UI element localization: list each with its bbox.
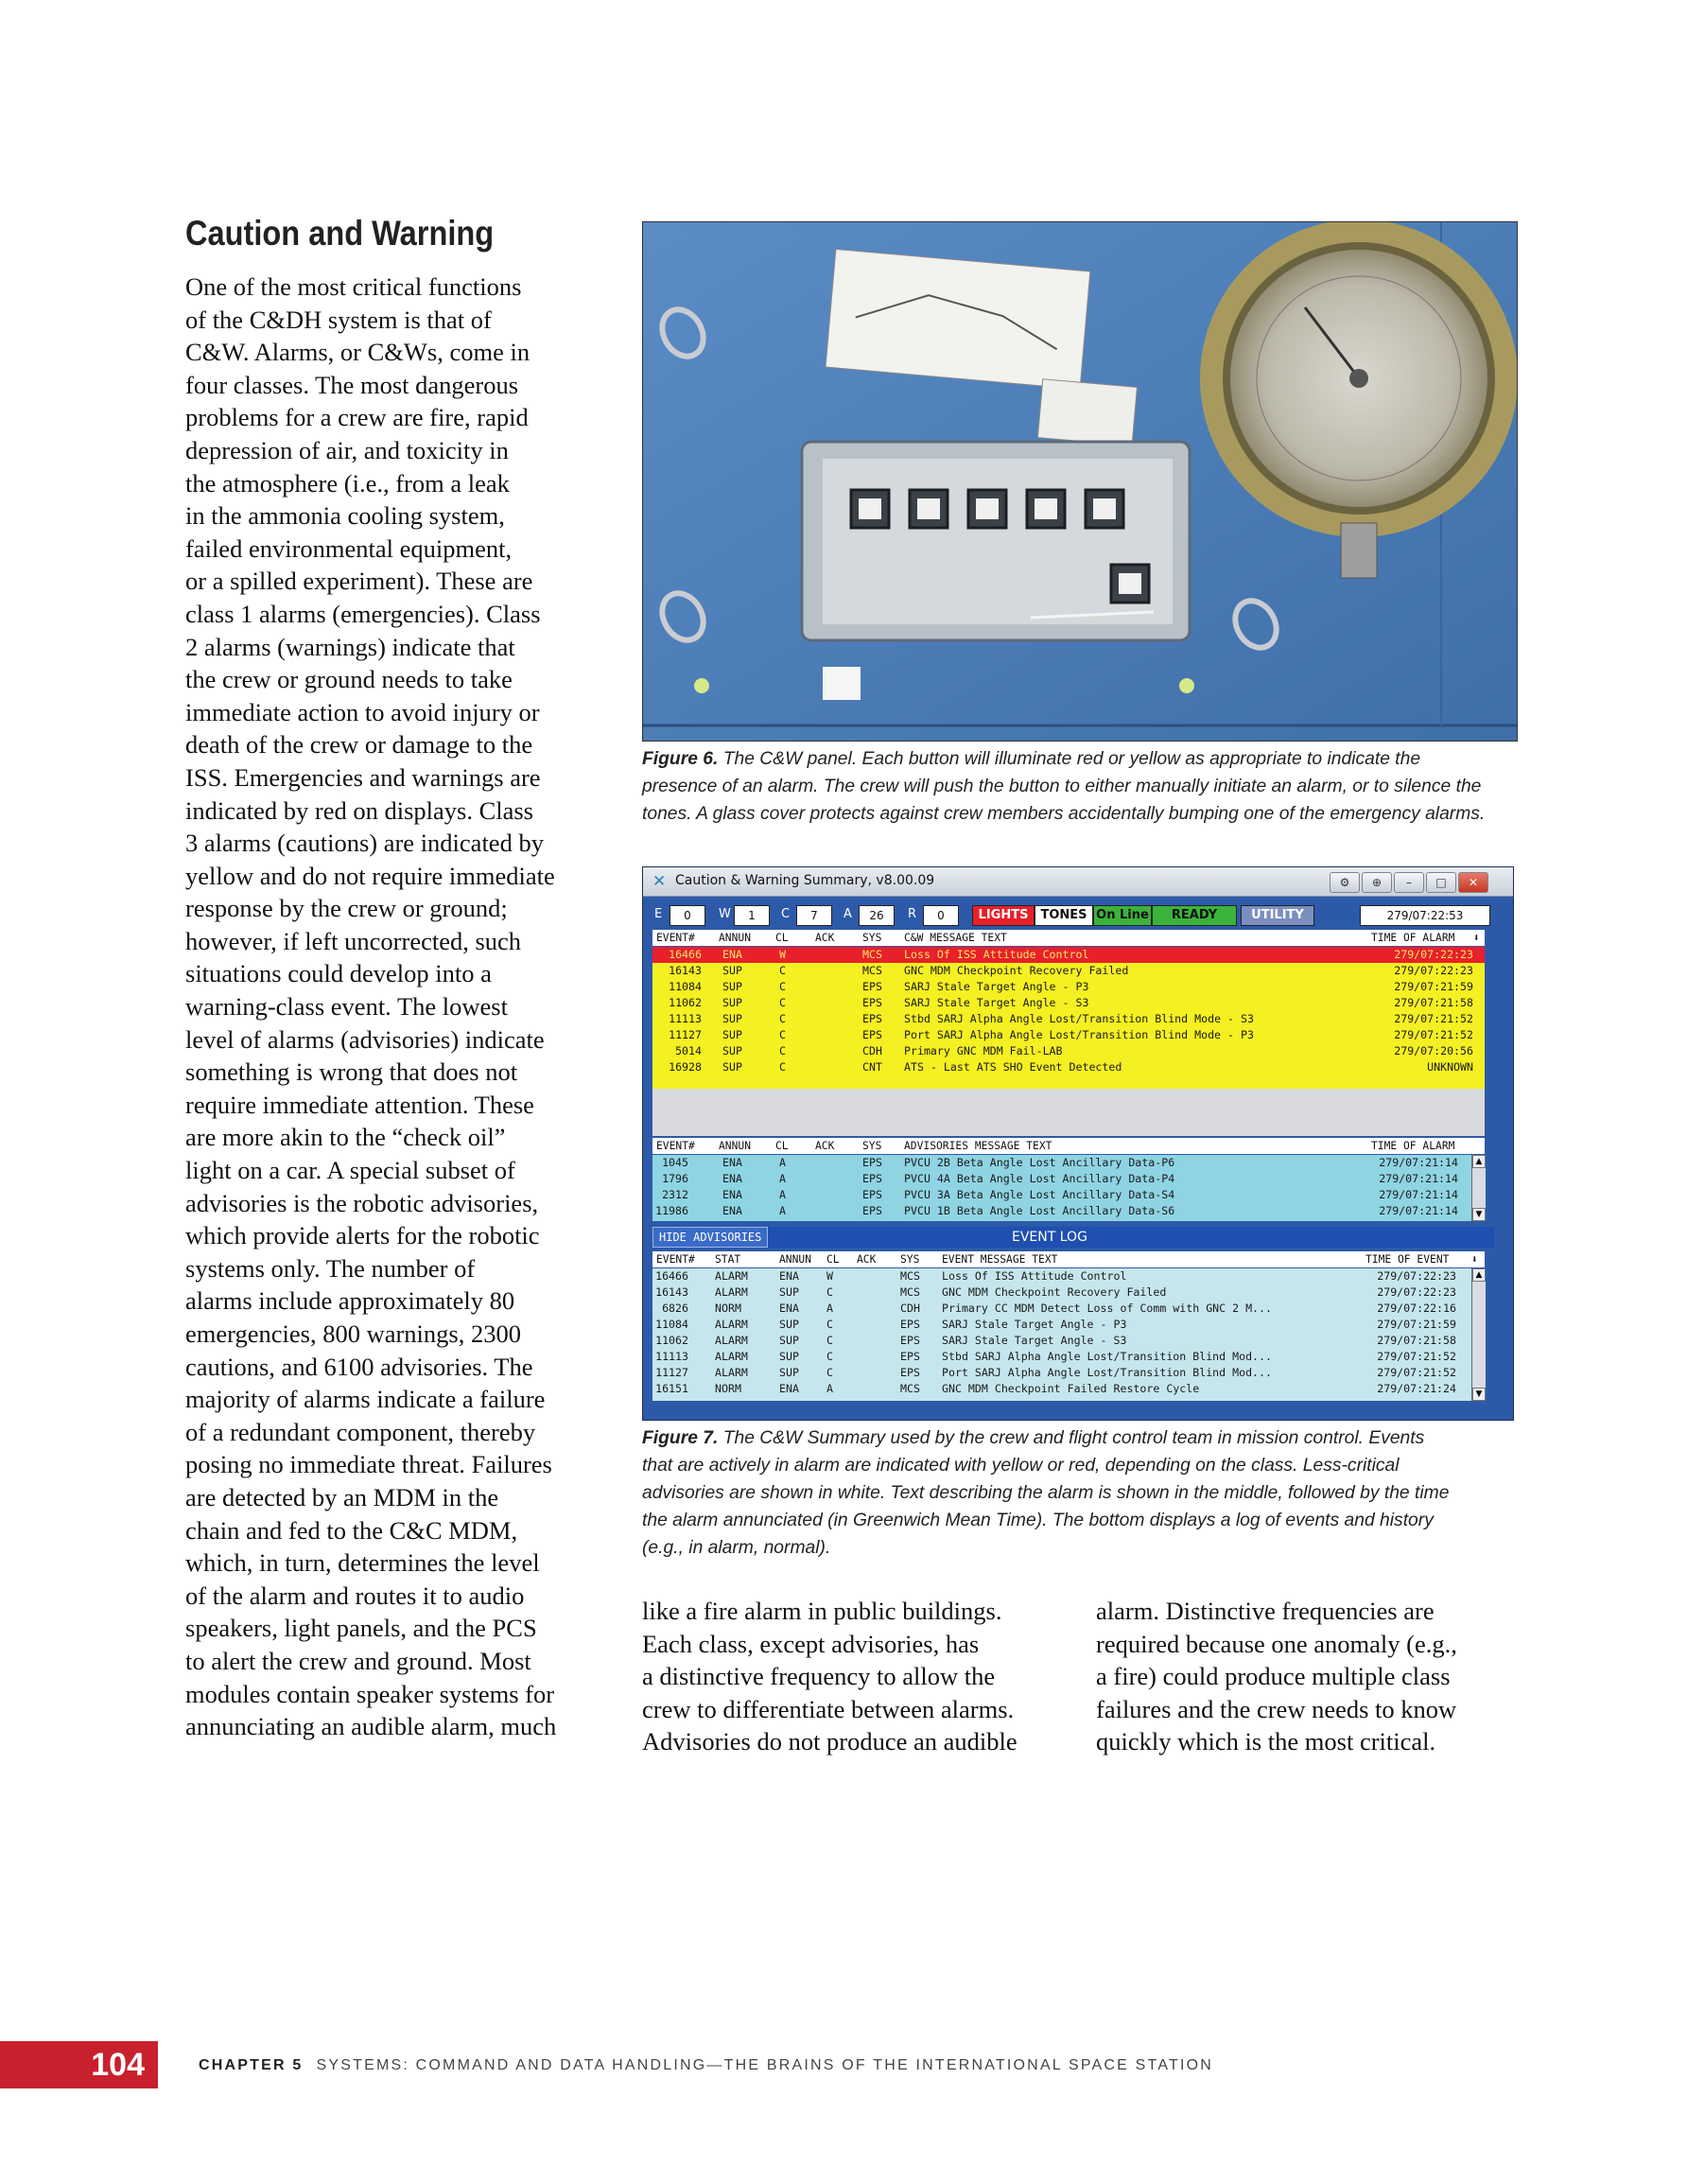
text-line: a distinctive frequency to allow the xyxy=(642,1662,996,1691)
text-line: light on a car. A special subset of xyxy=(185,1156,515,1185)
text-line: to alert the crew and ground. Most xyxy=(185,1646,531,1675)
advisory-row[interactable] xyxy=(652,1187,1471,1203)
cell-sys: MCS xyxy=(862,948,882,961)
log-row[interactable] xyxy=(652,1284,1471,1301)
log-row[interactable] xyxy=(652,1301,1471,1317)
text-line: failures and the crew needs to know xyxy=(1096,1694,1457,1723)
cell-annun: SUP xyxy=(779,1350,799,1363)
cell-sys: EPS xyxy=(900,1318,920,1331)
r-label: R xyxy=(908,907,917,921)
log-table-header: EVENT# STAT ANNUN CL ACK SYS EVENT MESSAGE TEXT TIME OF EVENT ⬇ xyxy=(652,1251,1485,1267)
figure-label: Figure 6. xyxy=(642,749,719,769)
log-scroll-up-icon[interactable]: ▲ xyxy=(1472,1268,1486,1282)
e-label: E xyxy=(654,907,663,921)
alarm-row[interactable] xyxy=(652,995,1485,1011)
cell-stat: NORM xyxy=(715,1382,741,1395)
cell-text: SARJ Stale Target Angle - S3 xyxy=(904,996,1089,1009)
tones-button[interactable]: TONES xyxy=(1035,905,1093,926)
cell-annun: SUP xyxy=(722,1060,742,1074)
cell-event: 16466 xyxy=(669,948,702,961)
cell-time: 279/07:21:14 xyxy=(1379,1156,1458,1169)
cell-text: SARJ Stale Target Angle - P3 xyxy=(942,1318,1127,1331)
caption-line xyxy=(642,1452,1522,1479)
cell-annun: SUP xyxy=(779,1285,799,1299)
alarm-table-header: EVENT# ANNUN CL ACK SYS C&W MESSAGE TEXT TIME OF ALARM ⬇ xyxy=(652,930,1485,946)
cell-text: SARJ Stale Target Angle - S3 xyxy=(942,1334,1127,1347)
text-line: Advisories do not produce an audible xyxy=(642,1727,1017,1756)
text-line: majority of alarms indicate a failure xyxy=(185,1385,546,1414)
text-line: are detected by an MDM in the xyxy=(185,1482,499,1511)
cell-cl: C xyxy=(826,1350,833,1363)
cell-time: 279/07:21:58 xyxy=(1377,1334,1456,1347)
w-count: 1 xyxy=(734,905,770,926)
alarm-row[interactable] xyxy=(652,1059,1485,1075)
caption-text: advisories are shown in white. Text describing the alarm is shown in the middle, followed by the time xyxy=(642,1483,1450,1503)
chapter-title: SYSTEMS: COMMAND AND DATA HANDLING—THE BRAINS OF THE INTERNATIONAL SPACE STATION xyxy=(316,2057,1214,2073)
alarm-row[interactable] xyxy=(652,1027,1485,1043)
minimize-button[interactable]: – xyxy=(1394,872,1424,893)
cell-annun: SUP xyxy=(722,1044,742,1057)
caption-line xyxy=(642,745,1522,773)
text-line: One of the most critical functions xyxy=(185,272,522,301)
cell-time: 279/07:21:59 xyxy=(1394,980,1473,993)
cell-time: 279/07:22:16 xyxy=(1377,1302,1456,1315)
scroll-up-icon[interactable]: ▲ xyxy=(1472,1155,1486,1168)
cell-time: 279/07:21:52 xyxy=(1377,1350,1456,1363)
left-column-text xyxy=(185,271,601,1743)
settings-icon[interactable]: ⚙ xyxy=(1330,872,1360,893)
online-status: On Line xyxy=(1093,905,1152,926)
caption-text: The C&W Summary used by the crew and flight control team in mission control. Events xyxy=(722,1428,1425,1448)
text-line: yellow and do not require immediate xyxy=(185,861,555,890)
a-count: 26 xyxy=(859,905,895,926)
event-log-title: EVENT LOG xyxy=(1012,1230,1087,1245)
cell-text: Primary GNC MDM Fail-LAB xyxy=(904,1044,1063,1057)
cell-event: 5014 xyxy=(675,1044,702,1057)
cell-cl: A xyxy=(779,1204,786,1217)
cell-cl: A xyxy=(826,1382,833,1395)
text-line: annunciating an audible alarm, much xyxy=(185,1712,557,1741)
text-line: emergencies, 800 warnings, 2300 xyxy=(185,1319,521,1348)
cell-event: 16143 xyxy=(669,964,702,977)
text-line: chain and fed to the C&C MDM, xyxy=(185,1515,518,1545)
cell-annun: ENA xyxy=(779,1302,799,1315)
ready-status: READY xyxy=(1152,905,1237,926)
cell-time: 279/07:21:58 xyxy=(1394,996,1473,1009)
text-line: quickly which is the most critical. xyxy=(1096,1727,1436,1756)
cell-sys: EPS xyxy=(900,1334,920,1347)
text-line: 3 alarms (cautions) are indicated by xyxy=(185,829,544,858)
alarm-row[interactable] xyxy=(652,1011,1485,1027)
cell-text: Primary CC MDM Detect Loss of Comm with GNC 2 M... xyxy=(942,1302,1273,1315)
w-label: W xyxy=(719,907,731,921)
caption-line xyxy=(642,800,1522,828)
caption-text: tones. A glass cover protects against crew members accidentally bumping one of the emergency alarms. xyxy=(642,804,1486,824)
text-line: problems for a crew are fire, rapid xyxy=(185,403,529,432)
cell-text: Port SARJ Alpha Angle Lost/Transition Blind Mod... xyxy=(942,1366,1273,1379)
alarm-row[interactable] xyxy=(652,963,1485,979)
event-log-list[interactable] xyxy=(652,1268,1471,1401)
cell-stat: NORM xyxy=(715,1302,741,1315)
lights-button[interactable]: LIGHTS xyxy=(972,905,1035,926)
text-line: C&W. Alarms, or C&Ws, come in xyxy=(185,338,530,367)
advisory-row[interactable] xyxy=(652,1171,1471,1187)
cell-event: 16928 xyxy=(669,1060,702,1074)
alarm-row[interactable] xyxy=(652,947,1485,963)
cell-sys: EPS xyxy=(862,1188,882,1201)
cell-annun: SUP xyxy=(779,1318,799,1331)
cell-annun: SUP xyxy=(722,980,742,993)
cell-annun: ENA xyxy=(779,1382,799,1395)
cell-event: 16151 xyxy=(655,1382,688,1395)
alarm-list-empty-area xyxy=(652,1089,1485,1136)
app-icon: ✕ xyxy=(652,872,667,891)
section-heading: Caution and Warning xyxy=(185,214,495,253)
cell-text: PVCU 4A Beta Angle Lost Ancillary Data-P4 xyxy=(904,1172,1175,1185)
text-line: or a spilled experiment). These are xyxy=(185,567,533,596)
cell-text: Loss Of ISS Attitude Control xyxy=(942,1269,1127,1283)
text-line: required because one anomaly (e.g., xyxy=(1096,1629,1457,1658)
cell-cl: C xyxy=(779,964,786,977)
cell-text: GNC MDM Checkpoint Recovery Failed xyxy=(942,1285,1167,1299)
cell-cl: C xyxy=(779,1044,786,1057)
cell-text: SARJ Stale Target Angle - P3 xyxy=(904,980,1089,993)
caption-line xyxy=(642,1534,1522,1562)
cw-summary-window xyxy=(642,866,1514,1421)
cell-event: 11062 xyxy=(655,1334,688,1347)
cell-annun: ENA xyxy=(722,1188,742,1201)
caption-line xyxy=(642,1424,1522,1452)
cell-text: Port SARJ Alpha Angle Lost/Transition Blind Mode - P3 xyxy=(904,1028,1254,1041)
alarm-row[interactable] xyxy=(652,1043,1485,1059)
text-line: speakers, light panels, and the PCS xyxy=(185,1614,537,1643)
caption-text: (e.g., in alarm, normal). xyxy=(642,1538,831,1558)
text-line: which, in turn, determines the level xyxy=(185,1548,540,1578)
figure-6-caption xyxy=(642,745,1522,828)
log-row[interactable] xyxy=(652,1333,1471,1349)
cell-text: Stbd SARJ Alpha Angle Lost/Transition Blind Mod... xyxy=(942,1350,1273,1363)
cell-sys: EPS xyxy=(862,996,882,1009)
cell-event: 11986 xyxy=(655,1204,688,1217)
log-row[interactable] xyxy=(652,1349,1471,1365)
cell-cl: C xyxy=(779,996,786,1009)
caption-line xyxy=(642,1479,1522,1507)
c-label: C xyxy=(781,907,791,921)
cell-time: 279/07:22:23 xyxy=(1394,948,1473,961)
advisory-scrollbar[interactable] xyxy=(1471,1155,1486,1221)
cell-annun: ENA xyxy=(722,948,742,961)
cell-time: 279/07:21:14 xyxy=(1379,1172,1458,1185)
cell-cl: C xyxy=(779,1012,786,1025)
cell-annun: SUP xyxy=(722,1028,742,1041)
caption-text: the alarm annunciated (in Greenwich Mean Time). The bottom displays a log of events and history xyxy=(642,1511,1434,1530)
caption-text: presence of an alarm. The crew will push the button to either manually initiate an alarm, or to silence the xyxy=(642,777,1482,796)
cell-sys: EPS xyxy=(862,980,882,993)
text-line: class 1 alarms (emergencies). Class xyxy=(185,599,541,628)
cell-sys: EPS xyxy=(862,1156,882,1169)
log-row[interactable] xyxy=(652,1365,1471,1381)
text-line: like a fire alarm in public buildings. xyxy=(642,1597,1002,1625)
cell-cl: C xyxy=(779,1028,786,1041)
text-line: modules contain speaker systems for xyxy=(185,1679,555,1708)
cell-cl: W xyxy=(779,948,786,961)
text-line: in the ammonia cooling system, xyxy=(185,501,505,531)
cell-time: 279/07:22:23 xyxy=(1377,1269,1456,1283)
scroll-down-icon[interactable]: ▼ xyxy=(1472,1208,1486,1221)
log-row[interactable] xyxy=(652,1317,1471,1333)
cell-annun: SUP xyxy=(722,964,742,977)
cell-time: 279/07:21:52 xyxy=(1377,1366,1456,1379)
advisory-row[interactable] xyxy=(652,1203,1471,1219)
cell-time: 279/07:21:59 xyxy=(1377,1318,1456,1331)
cell-sys: MCS xyxy=(900,1285,920,1299)
log-row[interactable] xyxy=(652,1268,1471,1284)
cell-sys: MCS xyxy=(900,1382,920,1395)
cell-sys: EPS xyxy=(862,1204,882,1217)
log-row[interactable] xyxy=(652,1381,1471,1397)
cell-annun: ENA xyxy=(722,1204,742,1217)
figure-7-caption xyxy=(642,1424,1522,1562)
window-titlebar[interactable] xyxy=(643,867,1513,897)
cell-time: 279/07:22:23 xyxy=(1394,964,1473,977)
advisory-row[interactable] xyxy=(652,1155,1471,1171)
utility-button[interactable]: UTILITY xyxy=(1241,905,1314,926)
cell-cl: C xyxy=(826,1285,833,1299)
cell-annun: SUP xyxy=(722,1012,742,1025)
cw-button-box xyxy=(802,442,1190,640)
maximize-button[interactable]: □ xyxy=(1426,872,1456,893)
caption-line xyxy=(642,773,1522,800)
cell-sys: EPS xyxy=(862,1028,882,1041)
event-log-bar xyxy=(652,1227,1494,1248)
cell-time: 279/07:21:14 xyxy=(1379,1204,1458,1217)
sort-arrow-icon[interactable]: ⬇ xyxy=(1473,932,1480,944)
cell-text: Stbd SARJ Alpha Angle Lost/Transition Blind Mode - S3 xyxy=(904,1012,1254,1025)
status-bar xyxy=(652,903,1504,926)
text-line: alarms include approximately 80 xyxy=(185,1286,515,1316)
cell-event: 11113 xyxy=(655,1350,688,1363)
cell-stat: ALARM xyxy=(715,1269,748,1283)
r-count: 0 xyxy=(923,905,959,926)
cell-cl: W xyxy=(826,1269,833,1283)
middle-column-text xyxy=(642,1595,1058,1758)
cell-event: 16466 xyxy=(655,1269,688,1283)
cell-event: 2312 xyxy=(662,1188,688,1201)
cell-cl: A xyxy=(826,1302,833,1315)
figure-label: Figure 7. xyxy=(642,1428,719,1448)
cw-panel-photo xyxy=(642,221,1518,742)
alarm-list[interactable] xyxy=(652,947,1485,1089)
page-number-tab xyxy=(0,2041,158,2088)
text-line: however, if left uncorrected, such xyxy=(185,926,522,955)
running-footer xyxy=(199,2057,1213,2074)
cell-stat: ALARM xyxy=(715,1334,748,1347)
cell-stat: ALARM xyxy=(715,1318,748,1331)
cell-cl: A xyxy=(779,1172,786,1185)
advisory-table-header: EVENT# ANNUN CL ACK SYS ADVISORIES MESSAGE TEXT TIME OF ALARM xyxy=(652,1138,1485,1154)
cell-time: 279/07:20:56 xyxy=(1394,1044,1473,1057)
cell-cl: C xyxy=(826,1366,833,1379)
text-line: response by the crew or ground; xyxy=(185,894,508,923)
advisory-list[interactable] xyxy=(652,1155,1471,1221)
alarm-row[interactable] xyxy=(652,979,1485,995)
cell-event: 11127 xyxy=(655,1366,688,1379)
hide-advisories-button[interactable]: HIDE ADVISORIES xyxy=(652,1227,768,1248)
text-line: something is wrong that does not xyxy=(185,1057,518,1087)
cell-event: 6826 xyxy=(662,1302,688,1315)
text-line: situations could develop into a xyxy=(185,959,492,988)
cell-cl: A xyxy=(779,1156,786,1169)
right-column-text xyxy=(1096,1595,1512,1758)
gmt-clock: 279/07:22:53 xyxy=(1360,905,1490,926)
text-line: indicated by red on displays. Class xyxy=(185,795,533,825)
text-line: of a redundant component, thereby xyxy=(185,1417,536,1446)
log-scrollbar[interactable] xyxy=(1471,1268,1486,1401)
cell-text: ATS - Last ATS SHO Event Detected xyxy=(904,1060,1122,1074)
cell-text: PVCU 1B Beta Angle Lost Ancillary Data-S6 xyxy=(904,1204,1175,1217)
cell-time: 279/07:22:23 xyxy=(1377,1285,1456,1299)
log-scroll-down-icon[interactable]: ▼ xyxy=(1472,1388,1486,1401)
cell-event: 1796 xyxy=(662,1172,688,1185)
cell-annun: ENA xyxy=(722,1172,742,1185)
text-line: depression of air, and toxicity in xyxy=(185,435,509,464)
cell-annun: SUP xyxy=(779,1334,799,1347)
page-number: 104 xyxy=(91,2047,145,2083)
cell-sys: CDH xyxy=(900,1302,920,1315)
cell-time: 279/07:21:52 xyxy=(1394,1028,1473,1041)
text-line: of the C&DH system is that of xyxy=(185,305,492,334)
text-line: the crew or ground needs to take xyxy=(185,665,513,694)
cell-annun: SUP xyxy=(722,996,742,1009)
text-line: ISS. Emergencies and warnings are xyxy=(185,762,541,792)
cell-event: 1045 xyxy=(662,1156,688,1169)
text-line: cautions, and 6100 advisories. The xyxy=(185,1352,533,1381)
log-sort-arrow-icon[interactable]: ⬇ xyxy=(1471,1253,1478,1266)
cell-sys: MCS xyxy=(862,964,882,977)
cell-text: PVCU 3A Beta Angle Lost Ancillary Data-S4 xyxy=(904,1188,1175,1201)
caption-text: that are actively in alarm are indicated with yellow or red, depending on the class. Less-critical xyxy=(642,1456,1400,1476)
text-line: are more akin to the “check oil” xyxy=(185,1123,506,1152)
cell-sys: EPS xyxy=(900,1350,920,1363)
text-line: of the alarm and routes it to audio xyxy=(185,1581,525,1610)
text-line: require immediate attention. These xyxy=(185,1090,534,1119)
cell-time: 279/07:21:14 xyxy=(1379,1188,1458,1201)
a-label: A xyxy=(844,907,852,921)
text-line: immediate action to avoid injury or xyxy=(185,697,540,726)
text-line: crew to differentiate between alarms. xyxy=(642,1694,1015,1723)
text-line: alarm. Distinctive frequencies are xyxy=(1096,1597,1435,1625)
cell-stat: ALARM xyxy=(715,1366,748,1379)
text-line: advisories is the robotic advisories, xyxy=(185,1188,539,1217)
cell-text: PVCU 2B Beta Angle Lost Ancillary Data-P6 xyxy=(904,1156,1175,1169)
cell-event: 11084 xyxy=(669,980,702,993)
cell-event: 11127 xyxy=(669,1028,702,1041)
text-line: Each class, except advisories, has xyxy=(642,1629,980,1658)
cell-annun: SUP xyxy=(779,1366,799,1379)
cell-sys: CNT xyxy=(862,1060,882,1074)
cell-sys: EPS xyxy=(900,1366,920,1379)
e-count: 0 xyxy=(670,905,705,926)
cell-time: 279/07:21:24 xyxy=(1377,1382,1456,1395)
cell-event: 16143 xyxy=(655,1285,688,1299)
cell-text: GNC MDM Checkpoint Recovery Failed xyxy=(904,964,1129,977)
cell-cl: C xyxy=(779,980,786,993)
c-count: 7 xyxy=(796,905,832,926)
cell-cl: C xyxy=(826,1318,833,1331)
cell-event: 11113 xyxy=(669,1012,702,1025)
cell-stat: ALARM xyxy=(715,1350,748,1363)
cell-cl: A xyxy=(779,1188,786,1201)
cell-cl: C xyxy=(826,1334,833,1347)
text-line: four classes. The most dangerous xyxy=(185,370,519,399)
caption-line xyxy=(642,1507,1522,1534)
cell-sys: MCS xyxy=(900,1269,920,1283)
text-line: failed environmental equipment, xyxy=(185,533,513,563)
window-title: Caution & Warning Summary, v8.00.09 xyxy=(675,873,935,888)
cell-sys: CDH xyxy=(862,1044,882,1057)
text-line: posing no immediate threat. Failures xyxy=(185,1450,552,1479)
chapter-label: CHAPTER 5 xyxy=(199,2057,304,2073)
cell-annun: ENA xyxy=(722,1156,742,1169)
text-line: warning-class event. The lowest xyxy=(185,992,508,1022)
cell-cl: C xyxy=(779,1060,786,1074)
cell-event: 11062 xyxy=(669,996,702,1009)
text-line: the atmosphere (i.e., from a leak xyxy=(185,468,510,498)
cell-event: 11084 xyxy=(655,1318,688,1331)
cell-sys: EPS xyxy=(862,1012,882,1025)
cell-text: Loss Of ISS Attitude Control xyxy=(904,948,1089,961)
cell-annun: ENA xyxy=(779,1269,799,1283)
cell-stat: ALARM xyxy=(715,1285,748,1299)
caption-text: The C&W panel. Each button will illuminate red or yellow as appropriate to indicate the xyxy=(722,749,1421,769)
cell-text: GNC MDM Checkpoint Failed Restore Cycle xyxy=(942,1382,1200,1395)
text-line: 2 alarms (warnings) indicate that xyxy=(185,632,515,661)
text-line: a fire) could produce multiple class xyxy=(1096,1662,1451,1691)
close-button[interactable]: ✕ xyxy=(1458,872,1488,893)
text-line: systems only. The number of xyxy=(185,1253,476,1283)
cell-time: 279/07:21:52 xyxy=(1394,1012,1473,1025)
cell-time: UNKNOWN xyxy=(1427,1060,1473,1074)
cell-sys: EPS xyxy=(862,1172,882,1185)
restore-icon[interactable]: ⊕ xyxy=(1362,872,1392,893)
text-line: level of alarms (advisories) indicate xyxy=(185,1024,545,1054)
text-line: which provide alerts for the robotic xyxy=(185,1221,540,1250)
text-line: death of the crew or damage to the xyxy=(185,730,533,760)
